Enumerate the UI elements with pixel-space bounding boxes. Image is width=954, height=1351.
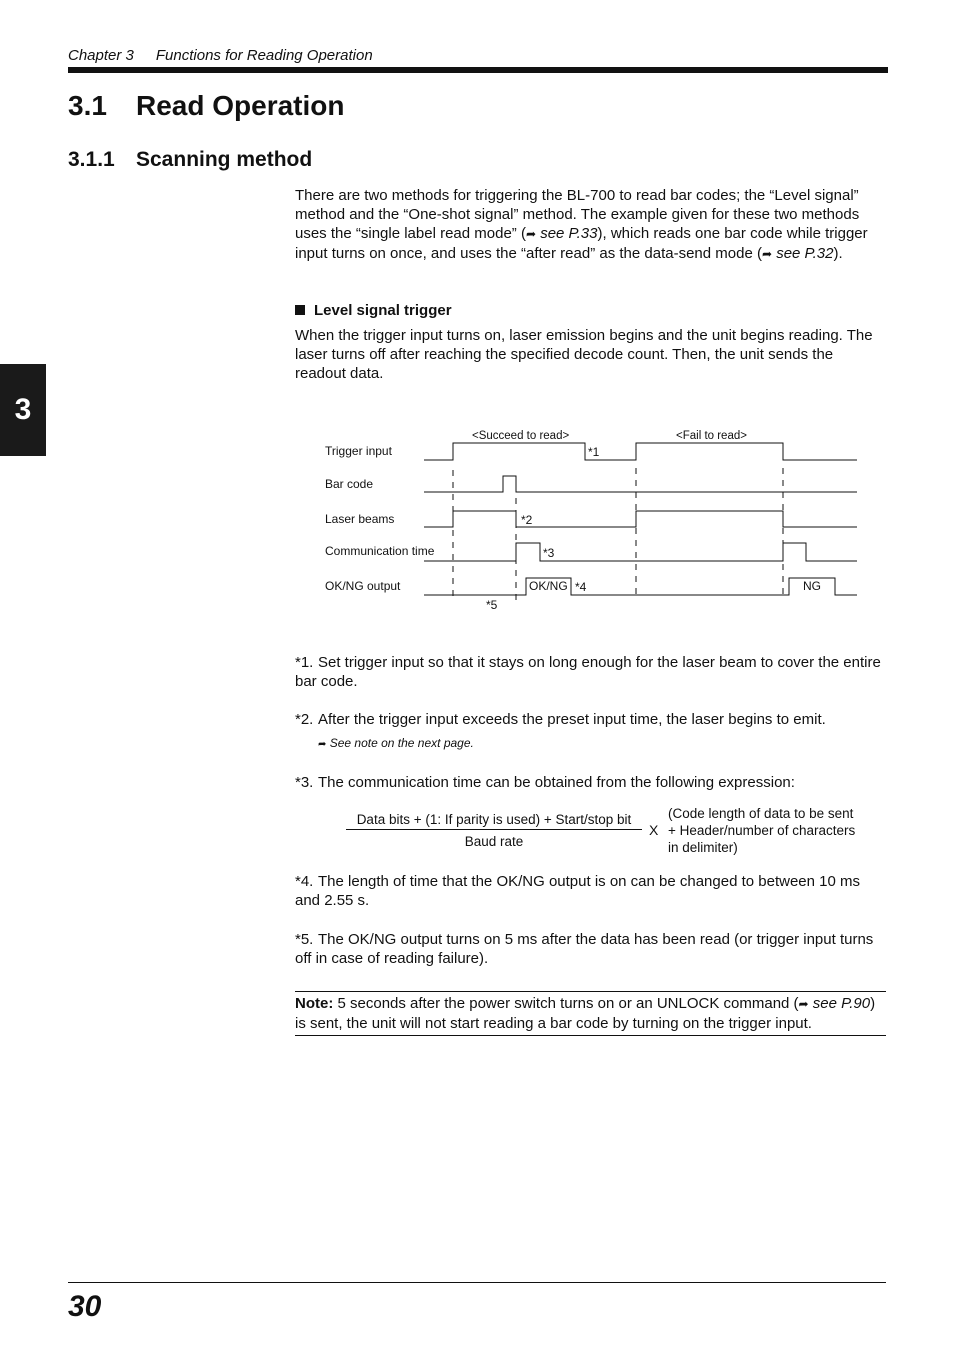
level-signal-text: When the trigger input turns on, laser emission begins and the unit begins reading. The laser turns off after reaching the specified decode count. Then, the unit sends the readout data. [295, 327, 873, 382]
note-label: Note: [295, 995, 334, 1012]
footnote-key: *3. [295, 774, 314, 791]
footnote-2 [295, 710, 887, 729]
section-title-text: Read Operation [136, 90, 345, 121]
formula-denominator: Baud rate [464, 834, 524, 849]
reference-arrow-icon: ➦ [525, 227, 537, 241]
marker-2: *2 [521, 513, 533, 527]
footnote-text: After the trigger input exceeds the preset input time, the laser begins to emit. [318, 711, 826, 728]
footer-rule [68, 1282, 886, 1283]
footnote-1 [295, 653, 887, 691]
footnote-3 [295, 773, 887, 792]
marker-4: *4 [575, 580, 587, 594]
footnote-key: *5. [295, 931, 314, 948]
intro-ref-2[interactable]: see P.32 [776, 245, 834, 262]
waveform-okng [424, 578, 857, 595]
footnote-text: The length of time that the OK/NG output is on can be changed to between 10 ms and 2.55 s. [295, 873, 860, 909]
reference-arrow-icon: ➦ [761, 247, 773, 261]
waveform-communication [424, 543, 857, 561]
marker-1: *1 [588, 445, 600, 459]
footnote-2-reference [318, 736, 474, 750]
note-text-1: 5 seconds after the power switch turns on or an UNLOCK command ( [337, 995, 799, 1012]
output-label-okng: OK/NG [529, 579, 568, 593]
waveform-barcode [424, 476, 857, 492]
phase-label-succeed: <Succeed to read> [472, 430, 570, 442]
footnote-text: The communication time can be obtained from the following expression: [318, 774, 795, 791]
formula-rhs: (Code length of data to be sent + Header/number of characters in delimiter) [668, 806, 856, 855]
intro-text-1: There are two methods for triggering the BL-700 to read bar codes; the “Level signal” method and the “One-shot signal” method. The example given for these two methods uses the “single label read mode” ( [295, 187, 860, 242]
footnote-text: Set trigger input so that it stays on long enough for the laser beam to cover the entire bar code. [295, 654, 881, 690]
note-box [295, 991, 886, 1036]
intro-text-2: ), which reads one bar code while trigger input turns on once, and uses the “after read” as the data-send mode ( [295, 225, 868, 262]
header-chapter: Chapter 3 [68, 47, 134, 64]
reference-arrow-icon: ➦ [798, 997, 809, 1011]
subsection-title-text: Scanning method [136, 148, 313, 171]
phase-label-fail: <Fail to read> [676, 430, 747, 442]
footnote-text: The OK/NG output turns on 5 ms after the data has been read (or trigger input turns off in case of reading failure). [295, 931, 874, 967]
subsection-number: 3.1.1 [68, 148, 115, 171]
footnote-key: *1. [295, 654, 314, 671]
marker-3: *3 [543, 546, 555, 560]
intro-ref-1[interactable]: see P.33 [540, 225, 598, 242]
chapter-tab: 3 [0, 364, 46, 456]
waveform-laser [424, 511, 857, 527]
section-number: 3.1 [68, 90, 107, 121]
level-signal-heading-text: Level signal trigger [314, 302, 452, 319]
footnote-key: *4. [295, 873, 314, 890]
signal-label-trigger: Trigger input [325, 444, 392, 458]
intro-text-3: ). [833, 245, 843, 262]
signal-label-communication: Communication time [325, 544, 435, 558]
page-number: 30 [68, 1290, 102, 1323]
timing-diagram [0, 0, 954, 640]
footnote-5 [295, 930, 887, 968]
output-label-ng: NG [803, 579, 821, 593]
reference-arrow-icon: ➦ [318, 739, 327, 750]
formula-numerator: Data bits + (1: If parity is used) + Start/stop bit [346, 812, 642, 830]
footnote-2-ref-text[interactable]: See note on the next page. [329, 736, 474, 750]
formula-operator: X [649, 822, 659, 838]
marker-5: *5 [486, 598, 498, 612]
footnote-4 [295, 872, 887, 910]
note-text-2: ) is sent, the unit will not start reading a bar code by turning on the trigger input. [295, 995, 876, 1032]
header-title: Functions for Reading Operation [155, 47, 373, 64]
waveform-trigger [424, 443, 857, 460]
formula-fraction [346, 812, 642, 849]
signal-label-barcode: Bar code [325, 477, 374, 491]
note-ref[interactable]: see P.90 [812, 995, 871, 1012]
signal-label-laser: Laser beams [325, 512, 395, 526]
signal-label-okng: OK/NG output [325, 579, 401, 593]
footnote-key: *2. [295, 711, 314, 728]
